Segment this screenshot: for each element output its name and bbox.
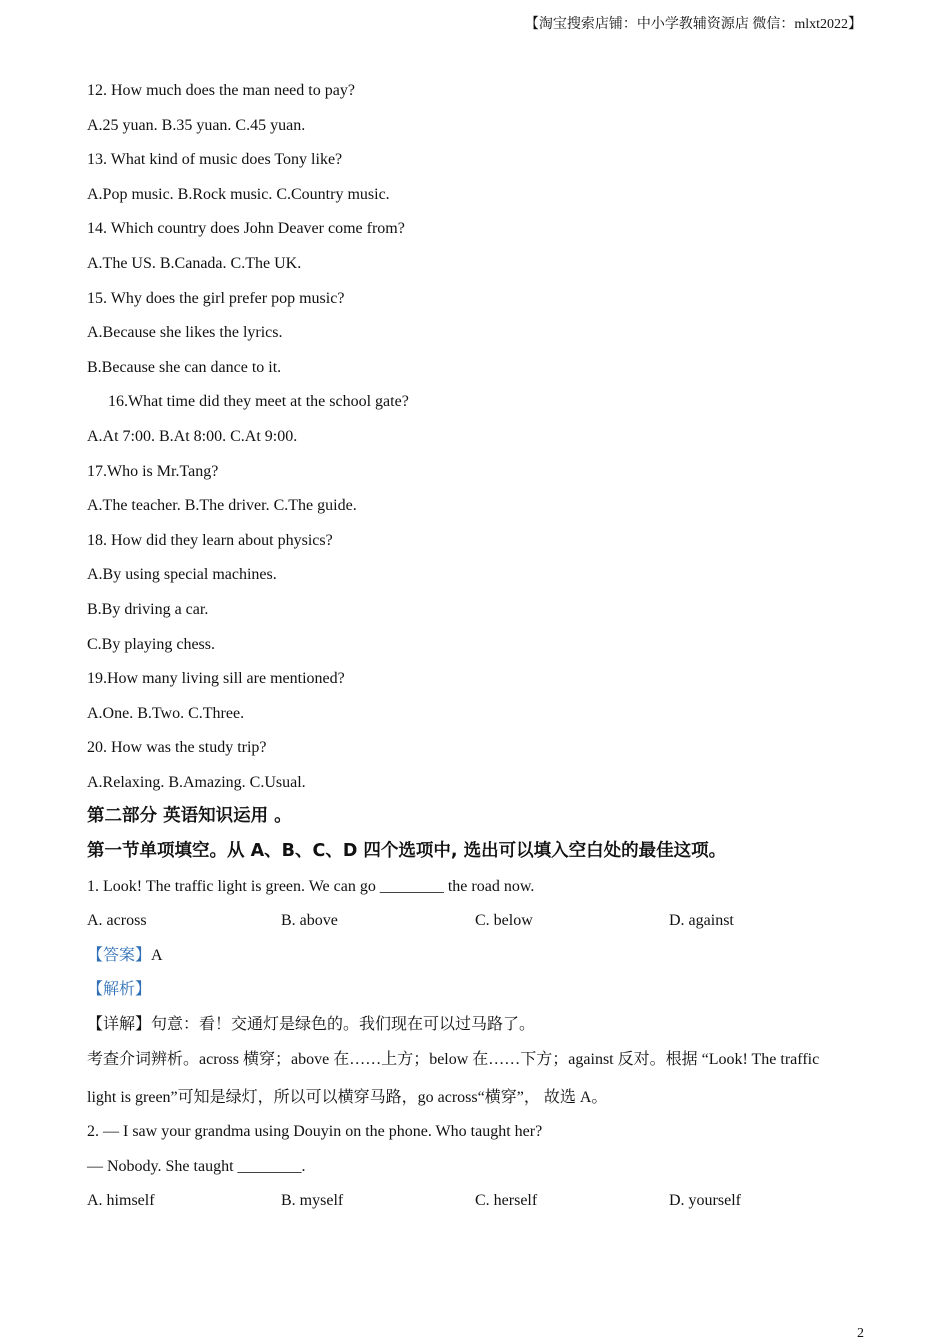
q2-stem: 2. — I saw your grandma using Douyin on the phone. Who taught her? — [87, 1123, 543, 1141]
q2-option-c: C. herself — [475, 1192, 538, 1210]
q1-options — [87, 909, 867, 944]
q1-answer — [87, 944, 867, 979]
question-20: 20. How was the study trip? — [87, 739, 267, 757]
q1-detail: 【详解】句意：看！交通灯是绿色的。我们现在可以过马路了。 — [87, 1016, 536, 1034]
question-18: 18. How did they learn about physics? — [87, 531, 333, 549]
q1-analysis — [87, 978, 867, 1013]
section1-title: 第一节单项填空。从 A、B、C、D 四个选项中, 选出可以填入空白处的最佳这项。 — [87, 841, 727, 862]
question-19: 19.How many living sill are mentioned? — [87, 670, 345, 688]
option-18c: C.By playing chess. — [87, 635, 215, 653]
options-20: A.Relaxing. B.Amazing. C.Usual. — [87, 773, 306, 791]
question-16: 16.What time did they meet at the school gate? — [108, 393, 409, 411]
analysis-tag: 【解析】 — [87, 981, 152, 999]
option-18b: B.By driving a car. — [87, 600, 209, 618]
option-15a: A.Because she likes the lyrics. — [87, 324, 283, 342]
option-15b: B.Because she can dance to it. — [87, 358, 282, 376]
options-19: A.One. B.Two. C.Three. — [87, 704, 245, 722]
q2-options — [87, 1189, 867, 1224]
q1-explain-2: light is green”可知是绿灯，所以可以横穿马路，go across“横穿”， 故选 A。 — [87, 1088, 608, 1106]
question-15: 15. Why does the girl prefer pop music? — [87, 289, 345, 307]
option-18a: A.By using special machines. — [87, 566, 277, 584]
q2-reply: — Nobody. She taught ________. — [87, 1157, 306, 1175]
options-13: A.Pop music. B.Rock music. C.Country music. — [87, 185, 390, 203]
q1-option-b: B. above — [281, 912, 338, 930]
question-12: 12. How much does the man need to pay? — [87, 82, 355, 99]
options-12: A.25 yuan. B.35 yuan. C.45 yuan. — [87, 116, 306, 134]
page-header: 【淘宝搜索店铺：中小学教辅资源店 微信：mlxt2022】 — [524, 17, 862, 32]
q1-option-a: A. across — [87, 912, 147, 930]
q1-stem: 1. Look! The traffic light is green. We can go ________ the road now. — [87, 877, 535, 895]
page-number: 2 — [857, 1326, 864, 1341]
answer-tag: 【答案】 — [87, 946, 152, 964]
q1-option-c: C. below — [475, 912, 533, 930]
q1-explain-1: 考查介词辨析。across 横穿；above 在……上方；below 在……下方；against 反对。根据 “Look! The traffic — [87, 1050, 820, 1068]
question-17: 17.Who is Mr.Tang? — [87, 462, 219, 480]
document-body — [87, 79, 867, 1224]
q2-option-d: D. yourself — [669, 1192, 741, 1210]
question-13: 13. What kind of music does Tony like? — [87, 151, 343, 169]
q1-option-d: D. against — [669, 912, 734, 930]
answer-value: A — [151, 946, 163, 964]
q2-option-a: A. himself — [87, 1192, 155, 1210]
options-17: A.The teacher. B.The driver. C.The guide. — [87, 497, 357, 515]
question-14: 14. Which country does John Deaver come from? — [87, 220, 405, 238]
options-14: A.The US. B.Canada. C.The UK. — [87, 254, 302, 272]
part2-title: 第二部分 英语知识运用 。 — [87, 806, 292, 827]
options-16: A.At 7:00. B.At 8:00. C.At 9:00. — [87, 427, 298, 445]
q2-option-b: B. myself — [281, 1192, 344, 1210]
